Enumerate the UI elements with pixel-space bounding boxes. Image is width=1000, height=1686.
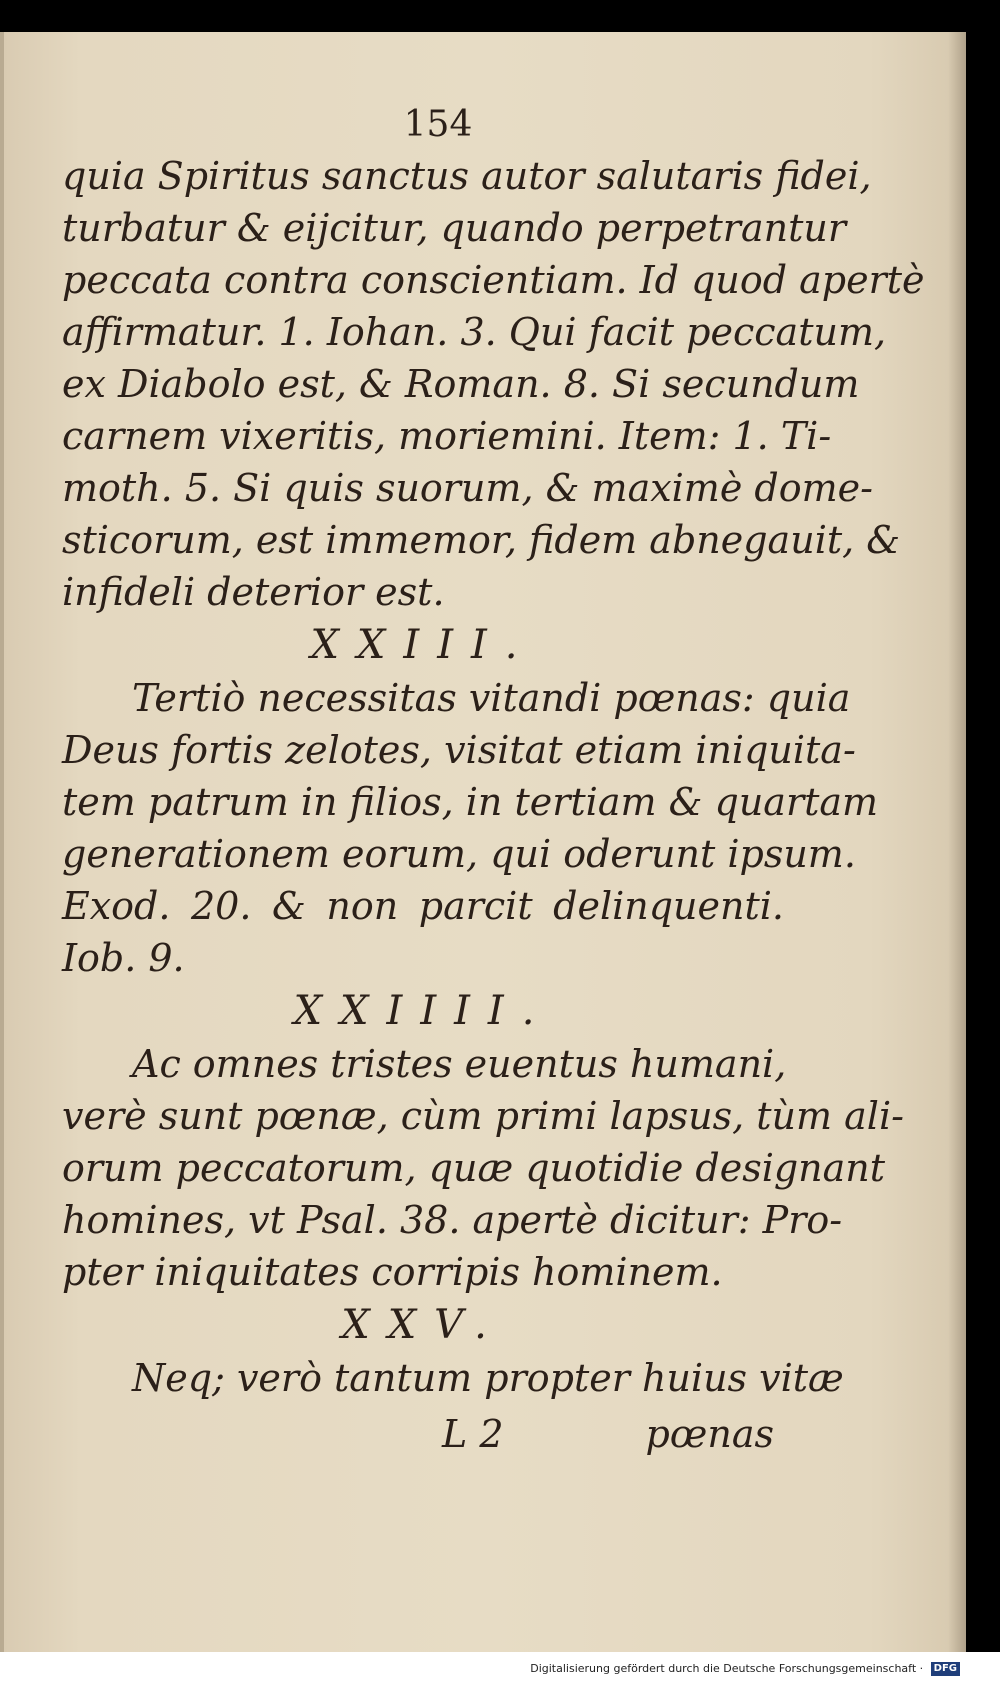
catchline	[62, 1404, 784, 1464]
text-line: Exod. 20. & non parcit delinquenti.	[62, 884, 784, 928]
text-line: Neq; verò tantum propter huius vitæ	[132, 1356, 844, 1400]
page-number: 154	[403, 104, 473, 145]
text-line: Iob. 9.	[62, 936, 185, 980]
signature-mark: L 2	[442, 1412, 504, 1456]
text-line: pter iniquitates corripis hominem.	[62, 1250, 723, 1294]
text-line: tem patrum in filios, in tertiam & quartam	[62, 780, 879, 824]
text-line: ex Diabolo est, & Roman. 8. Si secundum	[62, 362, 860, 406]
text-line: carnem vixeritis, moriemini. Item: 1. Ti-	[62, 414, 832, 458]
dfg-logo: DFG	[931, 1662, 960, 1676]
catchword: pœnas	[645, 1412, 774, 1456]
text-line: Tertiò necessitas vitandi pœnas: quia	[132, 676, 851, 720]
footer-bar	[0, 1652, 1000, 1686]
text-line: homines, vt Psal. 38. apertè dicitur: Pro-	[62, 1198, 843, 1242]
text-line: affirmatur. 1. Iohan. 3. Qui facit peccatum,	[62, 310, 887, 354]
text-block	[62, 100, 925, 1464]
text-line: infideli deterior est.	[62, 570, 445, 614]
text-line: verè sunt pœnæ, cùm primi lapsus, tùm ali-	[62, 1094, 904, 1138]
section-heading-25: XXV.	[341, 1302, 505, 1348]
text-line: quia Spiritus sanctus autor salutaris fidei,	[62, 154, 872, 198]
text-line: turbatur & eijcitur, quando perpetrantur	[62, 206, 847, 250]
text-line: Deus fortis zelotes, visitat etiam iniquita-	[62, 728, 856, 772]
book-page	[0, 32, 966, 1652]
footer-text: Digitalisierung gefördert durch die Deutsche Forschungsgemeinschaft ·	[530, 1662, 924, 1675]
text-line: sticorum, est immemor, fidem abnegauit, &	[62, 518, 901, 562]
text-line: orum peccatorum, quæ quotidie designant	[62, 1146, 886, 1190]
text-line: generationem eorum, qui oderunt ipsum.	[62, 832, 856, 876]
section-heading-23: XXIII.	[310, 622, 536, 668]
text-line: peccata contra conscientiam. Id quod apertè	[62, 258, 925, 302]
text-line: moth. 5. Si quis suorum, & maximè dome-	[62, 466, 873, 510]
section-heading-24: XXIIII.	[293, 988, 553, 1034]
text-line: Ac omnes tristes euentus humani,	[132, 1042, 787, 1086]
